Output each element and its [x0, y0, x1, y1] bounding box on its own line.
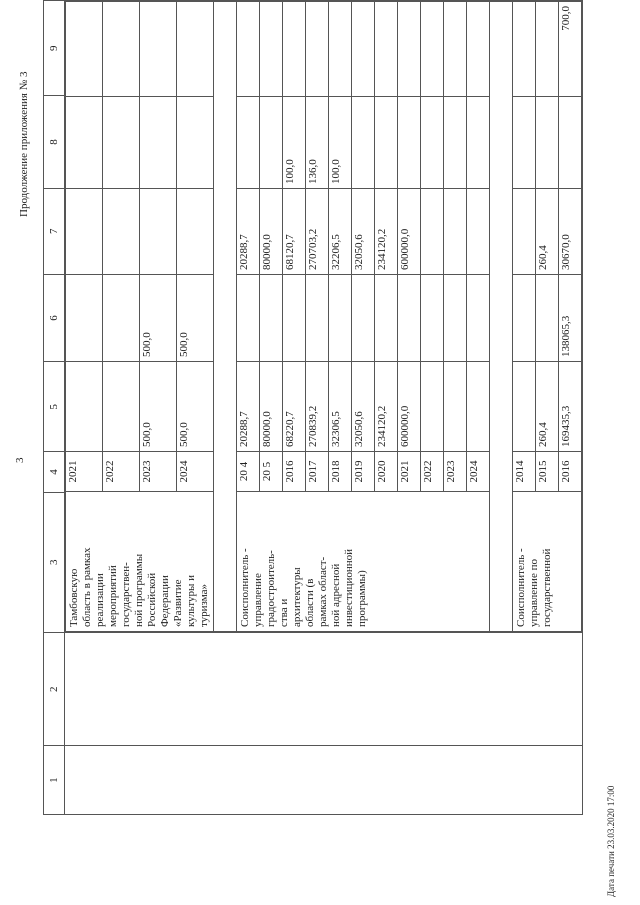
column-header: 2 — [44, 633, 65, 746]
description-line: государственной — [541, 548, 553, 628]
value-cell-c6 — [444, 275, 467, 362]
value-cell-c5 — [467, 362, 490, 452]
value-cell-c6 — [103, 275, 140, 362]
value-cell-c7 — [140, 189, 177, 275]
value-cell-c7 — [513, 189, 536, 275]
value-cell-c9 — [513, 2, 536, 97]
data-area — [65, 1, 583, 633]
value-cell-c7: 270703,2 — [306, 189, 329, 275]
value-cell-c7: 234120,2 — [375, 189, 398, 275]
value-cell-c8 — [66, 97, 103, 189]
value-cell-c5: 32306,5 — [329, 362, 352, 452]
year-cell: 2021 — [398, 452, 421, 492]
table-row — [513, 2, 536, 632]
value-cell-c7: 600000,0 — [398, 189, 421, 275]
value-cell-c8 — [103, 97, 140, 189]
value-cell-c6 — [421, 275, 444, 362]
description-line: Российской — [146, 572, 158, 628]
year-cell: 2024 — [177, 452, 214, 492]
value-cell-c6 — [283, 275, 306, 362]
description-line: управление — [252, 573, 264, 628]
column-header: 9 — [44, 1, 65, 96]
value-cell-c5: 32050,6 — [352, 362, 375, 452]
value-cell-c6 — [66, 275, 103, 362]
value-cell-c6 — [260, 275, 283, 362]
value-cell-c8 — [467, 97, 490, 189]
col1-cell — [65, 746, 583, 815]
value-cell-c8 — [398, 97, 421, 189]
value-cell-c6: 500,0 — [140, 275, 177, 362]
year-cell: 2017 — [306, 452, 329, 492]
value-cell-c5: 80000,0 — [260, 362, 283, 452]
value-cell-c9 — [352, 2, 375, 97]
value-cell-c7: 32206,5 — [329, 189, 352, 275]
block-gap — [214, 2, 237, 632]
value-cell-c5: 20288,7 — [237, 362, 260, 452]
year-cell: 2024 — [467, 452, 490, 492]
value-cell-c9 — [375, 2, 398, 97]
description-line: Соисполнитель - — [515, 548, 527, 628]
value-cell-c9 — [444, 2, 467, 97]
description-line: государствен- — [120, 562, 132, 628]
value-cell-c7: 30670,0 — [559, 189, 582, 275]
value-cell-c7: 80000,0 — [260, 189, 283, 275]
year-cell: 2020 — [375, 452, 398, 492]
value-cell-c6 — [513, 275, 536, 362]
value-cell-c6 — [352, 275, 375, 362]
value-cell-c9 — [237, 2, 260, 97]
column-header: 8 — [44, 96, 65, 188]
page-number: 3 — [14, 457, 26, 463]
value-cell-c6 — [329, 275, 352, 362]
year-cell: 2023 — [140, 452, 177, 492]
value-cell-c5 — [421, 362, 444, 452]
value-cell-c7: 260,4 — [536, 189, 559, 275]
value-cell-c6 — [398, 275, 421, 362]
description-line: рамках област- — [317, 556, 329, 628]
value-cell-c8: 136,0 — [306, 97, 329, 189]
description-line: инвестиционной — [343, 548, 355, 628]
value-cell-c7: 32050,6 — [352, 189, 375, 275]
value-cell-c8 — [421, 97, 444, 189]
column-header: 7 — [44, 188, 65, 274]
value-cell-c5 — [513, 362, 536, 452]
value-cell-c5: 270839,2 — [306, 362, 329, 452]
year-cell: 2021 — [66, 452, 103, 492]
description-line: область в рамках — [81, 547, 93, 628]
value-cell-c9 — [398, 2, 421, 97]
description-line: «Развитие — [172, 579, 184, 628]
value-cell-c9 — [260, 2, 283, 97]
col2-cell — [65, 633, 583, 746]
description-line: Соисполнитель - — [239, 548, 251, 628]
value-cell-c5 — [444, 362, 467, 452]
block-description — [513, 492, 582, 632]
value-cell-c7: 20288,7 — [237, 189, 260, 275]
value-cell-c7 — [103, 189, 140, 275]
value-cell-c7 — [444, 189, 467, 275]
value-cell-c9 — [140, 2, 177, 97]
value-cell-c9 — [103, 2, 140, 97]
year-cell: 2023 — [444, 452, 467, 492]
value-cell-c5: 600000,0 — [398, 362, 421, 452]
description-line: Тамбовскую — [68, 568, 80, 628]
value-cell-c8 — [444, 97, 467, 189]
value-cell-c8 — [375, 97, 398, 189]
value-cell-c9 — [177, 2, 214, 97]
value-cell-c6 — [536, 275, 559, 362]
description-line: реализации — [94, 573, 106, 628]
value-cell-c9 — [66, 2, 103, 97]
value-cell-c8 — [513, 97, 536, 189]
year-cell: 2015 — [536, 452, 559, 492]
column-header-row — [44, 1, 65, 815]
value-cell-c5: 500,0 — [140, 362, 177, 452]
value-cell-c5: 68220,7 — [283, 362, 306, 452]
column-header: 1 — [44, 746, 65, 815]
value-cell-c6 — [467, 275, 490, 362]
value-cell-c6 — [375, 275, 398, 362]
print-date: Дата печати 23.03.2020 17:00 — [606, 785, 616, 897]
value-cell-c7: 68120,7 — [283, 189, 306, 275]
description-line: градостроитель- — [265, 550, 277, 628]
year-cell: 2014 — [513, 452, 536, 492]
description-line: Федерации — [159, 575, 171, 628]
block-gap — [490, 2, 513, 632]
value-cell-c6 — [237, 275, 260, 362]
value-cell-c8: 100,0 — [329, 97, 352, 189]
value-cell-c8 — [237, 97, 260, 189]
value-cell-c5: 260,4 — [536, 362, 559, 452]
value-cell-c7 — [467, 189, 490, 275]
value-cell-c9 — [421, 2, 444, 97]
value-cell-c5: 500,0 — [177, 362, 214, 452]
column-header: 4 — [44, 452, 65, 492]
value-cell-c8 — [536, 97, 559, 189]
value-cell-c8 — [177, 97, 214, 189]
description-line: ной адресной — [330, 563, 342, 628]
year-cell: 20 5 — [260, 452, 283, 492]
value-cell-c5: 169435,3 — [559, 362, 582, 452]
value-cell-c8 — [140, 97, 177, 189]
description-line: управление по — [528, 559, 540, 628]
column-header: 5 — [44, 362, 65, 452]
column-header: 6 — [44, 274, 65, 361]
year-cell: 2016 — [283, 452, 306, 492]
value-cell-c5 — [103, 362, 140, 452]
year-cell: 2018 — [329, 452, 352, 492]
block-description — [237, 492, 490, 632]
year-cell: 2022 — [421, 452, 444, 492]
value-cell-c6: 500,0 — [177, 275, 214, 362]
value-cell-c8 — [559, 97, 582, 189]
value-cell-c5 — [66, 362, 103, 452]
table-row — [237, 2, 260, 632]
value-cell-c5: 234120,2 — [375, 362, 398, 452]
value-cell-c7 — [421, 189, 444, 275]
description-line: мероприятий — [107, 565, 119, 628]
year-cell: 2019 — [352, 452, 375, 492]
value-cell-c7 — [177, 189, 214, 275]
block-description — [66, 492, 214, 632]
table-row — [66, 2, 103, 632]
value-cell-c9: 700,0 — [559, 2, 582, 97]
description-line: области (в — [304, 578, 316, 628]
value-cell-c9 — [467, 2, 490, 97]
description-line: туризма» — [198, 584, 210, 628]
value-cell-c6: 138065,3 — [559, 275, 582, 362]
year-cell: 20 4 — [237, 452, 260, 492]
value-cell-c9 — [283, 2, 306, 97]
value-cell-c9 — [329, 2, 352, 97]
value-cell-c8 — [260, 97, 283, 189]
value-cell-c8 — [352, 97, 375, 189]
description-line: программы) — [356, 570, 368, 628]
year-cell: 2022 — [103, 452, 140, 492]
inner-table — [65, 1, 582, 632]
budget-table — [43, 0, 583, 815]
value-cell-c7 — [66, 189, 103, 275]
continuation-title: Продолжение приложения № 3 — [18, 71, 30, 217]
value-cell-c6 — [306, 275, 329, 362]
description-line: ной программы — [133, 553, 145, 628]
value-cell-c8: 100,0 — [283, 97, 306, 189]
description-line: культуры и — [185, 575, 197, 628]
description-line: архитектуры — [291, 567, 303, 628]
column-header: 3 — [44, 492, 65, 632]
value-cell-c9 — [536, 2, 559, 97]
year-cell: 2016 — [559, 452, 582, 492]
value-cell-c9 — [306, 2, 329, 97]
description-line: ства и — [278, 598, 290, 628]
